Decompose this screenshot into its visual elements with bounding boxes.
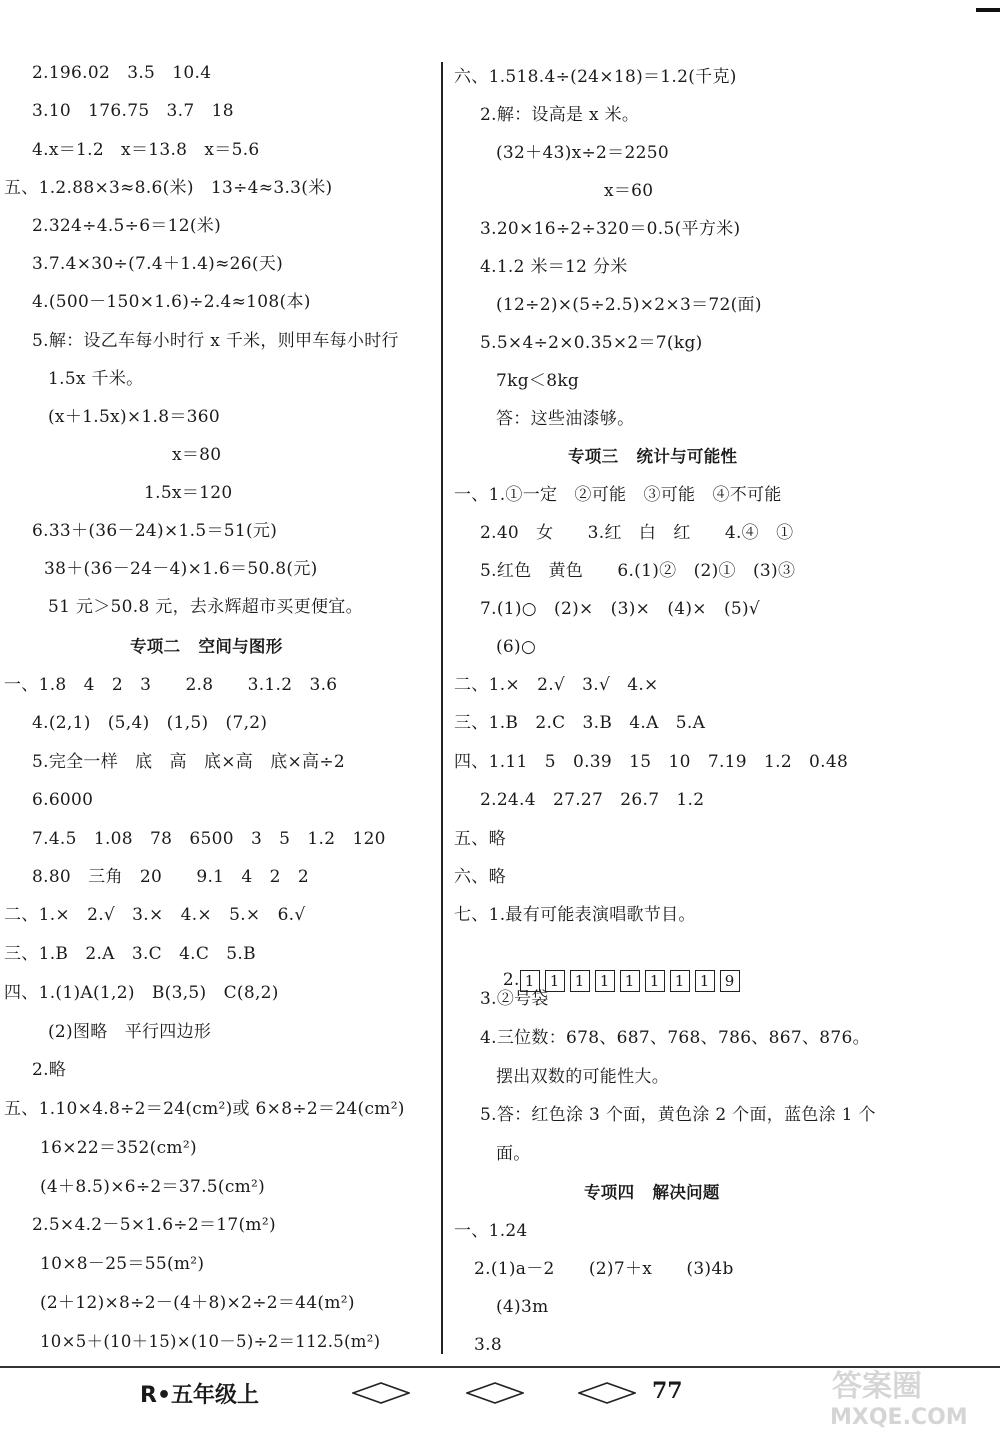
- answer-line: 16×22＝352(cm²): [40, 1138, 197, 1158]
- answer-line: 三、1.B 2.A 3.C 4.C 5.B: [4, 944, 256, 964]
- answer-line: 8.80 三角 20 9.1 4 2 2: [32, 867, 309, 887]
- section-heading: 专项二 空间与图形: [130, 637, 283, 656]
- diamond-icon: [352, 1382, 410, 1404]
- answer-line: 2.5×4.2－5×1.6÷2＝17(m²): [32, 1215, 276, 1235]
- answer-line: 51 元＞50.8 元，去永辉超市买更便宜。: [48, 597, 363, 617]
- answer-line: 面。: [496, 1144, 531, 1164]
- answer-line: 10×8－25＝55(m²): [40, 1254, 205, 1274]
- answer-line: 5.答：红色涂 3 个面，黄色涂 2 个面，蓝色涂 1 个: [480, 1105, 876, 1125]
- answer-line: 4.三位数：678、687、768、786、867、876。: [480, 1028, 870, 1048]
- watermark-text: 答案圈: [832, 1369, 922, 1404]
- answer-line: 2.解：设高是 x 米。: [480, 105, 640, 125]
- answer-line: 4.x＝1.2 x＝13.8 x＝5.6: [32, 140, 260, 160]
- answer-line: 五、略: [454, 829, 506, 849]
- answer-line: 五、1.10×4.8÷2＝24(cm²)或 6×8÷2＝24(cm²): [4, 1099, 405, 1119]
- answer-line: 2.(1)a－2 (2)7＋x (3)4b: [474, 1259, 734, 1279]
- answer-line: 四、1.(1)A(1,2) B(3,5) C(8,2): [4, 983, 279, 1003]
- section-heading: 专项三 统计与可能性: [568, 447, 738, 466]
- answer-line: 二、1.× 2.√ 3.× 4.× 5.× 6.√: [4, 905, 306, 925]
- answer-line: 1.5x＝120: [144, 483, 233, 503]
- answer-line: 3.20×16÷2÷320＝0.5(平方米): [480, 219, 741, 239]
- answer-line: 3.②号袋: [480, 989, 549, 1009]
- answer-line: 七、1.最有可能表演唱歌节目。: [454, 905, 696, 925]
- answer-line: 四、1.11 5 0.39 15 10 7.19 1.2 0.48: [454, 752, 849, 772]
- answer-line: (32＋43)x÷2＝2250: [496, 143, 669, 163]
- answer-line: 4.(2,1) (5,4) (1,5) (7,2): [32, 713, 268, 733]
- section-heading: 专项四 解决问题: [584, 1183, 720, 1202]
- watermark-url: MXQE.COM: [830, 1405, 968, 1430]
- left-column: [0, 0, 438, 1360]
- answer-line: x＝60: [604, 181, 654, 201]
- answer-line: 4.(500－150×1.6)÷2.4≈108(本): [32, 292, 311, 312]
- answer-line: 五、1.2.88×3≈8.6(米) 13÷4≈3.3(米): [4, 178, 333, 198]
- answer-line: (2)图略 平行四边形: [48, 1022, 212, 1042]
- answer-line: 六、1.518.4÷(24×18)＝1.2(千克): [454, 67, 737, 87]
- number-box: 1: [545, 970, 565, 992]
- answer-line: 3.10 176.75 3.7 18: [32, 101, 234, 121]
- answer-line: x＝80: [172, 445, 222, 465]
- page-number: 77: [652, 1378, 683, 1404]
- edition-label: R•五年级上: [140, 1383, 260, 1408]
- answer-line: 答：这些油漆够。: [496, 409, 635, 429]
- answer-line: 摆出双数的可能性大。: [496, 1067, 669, 1087]
- answer-line: 3.7.4×30÷(7.4＋1.4)≈26(天): [32, 254, 284, 274]
- answer-line: 2.略: [32, 1060, 67, 1080]
- answer-line: 2.24.4 27.27 26.7 1.2: [480, 790, 705, 810]
- number-box: 1: [670, 970, 690, 992]
- answer-line: 7.(1)○ (2)× (3)× (4)× (5)√: [480, 599, 761, 619]
- answer-line: (x＋1.5x)×1.8＝360: [48, 407, 221, 427]
- answer-line: 一、1.24: [454, 1221, 528, 1241]
- answer-line: 二、1.× 2.√ 3.√ 4.×: [454, 675, 659, 695]
- answer-line: (4＋8.5)×6÷2＝37.5(cm²): [40, 1177, 266, 1197]
- answer-line: 38＋(36－24－4)×1.6＝50.8(元): [44, 559, 318, 579]
- answer-line: 2.324÷4.5÷6＝12(米): [32, 216, 222, 236]
- answer-line: 10×5＋(10＋15)×(10－5)÷2＝112.5(m²): [40, 1332, 381, 1351]
- answer-line: 三、1.B 2.C 3.B 4.A 5.A: [454, 713, 706, 733]
- number-box: 1: [695, 970, 715, 992]
- right-column: [450, 0, 1000, 1360]
- answer-line: 6.33＋(36－24)×1.5＝51(元): [32, 521, 278, 541]
- number-box: 1: [620, 970, 640, 992]
- diamond-icon: [466, 1382, 524, 1404]
- answer-line: 4.1.2 米＝12 分米: [480, 257, 628, 277]
- answer-line: 6.6000: [32, 790, 94, 810]
- answer-line: 一、1.①一定 ②可能 ③可能 ④不可能: [454, 485, 782, 505]
- number-box: 1: [570, 970, 590, 992]
- number-box: 1: [645, 970, 665, 992]
- answer-line: (2＋12)×8÷2－(4＋8)×2÷2＝44(m²): [40, 1293, 355, 1313]
- answer-line: 一、1.8 4 2 3 2.8 3.1.2 3.6: [4, 675, 338, 695]
- diamond-icon: [578, 1382, 636, 1404]
- number-box: 9: [720, 970, 740, 992]
- watermark-logo: [820, 1360, 995, 1430]
- answer-line: 7kg＜8kg: [496, 371, 580, 391]
- answer-line: 2.196.02 3.5 10.4: [32, 63, 212, 83]
- answer-line: (12÷2)×(5÷2.5)×2×3＝72(面): [496, 295, 762, 315]
- answer-line: 5.解：设乙车每小时行 x 千米，则甲车每小时行: [32, 331, 399, 351]
- answer-line: 1.5x 千米。: [48, 369, 144, 389]
- number-box: 1: [520, 970, 540, 992]
- answer-line: (4)3m: [496, 1297, 549, 1317]
- column-divider: [441, 62, 443, 1354]
- answer-line: 5.完全一样 底 高 底×高 底×高÷2: [32, 752, 346, 772]
- answer-line: 六、略: [454, 867, 506, 887]
- boxes-label: 2.: [502, 970, 520, 990]
- answer-line: 3.8: [474, 1335, 502, 1355]
- answer-line: 5.红色 黄色 6.(1)② (2)① (3)③: [480, 561, 796, 581]
- answer-line: 7.4.5 1.08 78 6500 3 5 1.2 120: [32, 829, 386, 849]
- number-box: 1: [595, 970, 615, 992]
- answer-line: 5.5×4÷2×0.35×2＝7(kg): [480, 333, 703, 353]
- answer-line: 2.40 女 3.红 白 红 4.④ ①: [480, 523, 794, 543]
- answer-line: (6)○: [496, 637, 537, 657]
